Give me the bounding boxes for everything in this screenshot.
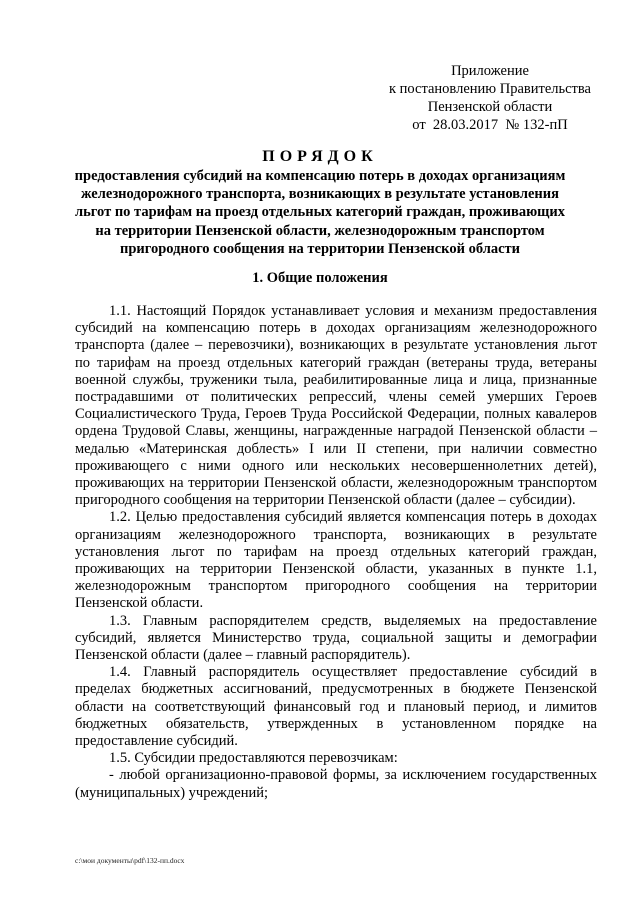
paragraph: 1.5. Субсидии предоставляются перевозчикам:: [109, 750, 398, 767]
paragraph: - любой организационно-правовой формы, за исключением государственных (муниципальных) учреждений;: [75, 767, 597, 801]
paragraph: 1.2. Целью предоставления субсидий является компенсация потерь в доходах организациям железнодорожного транспорта, возникающих в результате установления льгот по тарифам на проезд отдельных категорий граждан, проживающих на территории Пензенской области, указанных в пункте 1.1, железнодорожным транспортом пригородного сообщения на территории Пензенской области.: [75, 509, 597, 612]
document-title: ПОРЯДОК: [262, 148, 378, 165]
appendix-line: Пензенской области: [427, 99, 553, 115]
paragraph: 1.4. Главный распорядитель осуществляет предоставление субсидий в пределах бюджетных ассигнований, предусмотренных в бюджете Пензенской области на соответствующий финансовый год и плановый период, и лимитов бюджетных обязательств, утвержденных в установленном порядке на предоставление субсидий.: [75, 664, 597, 750]
paragraph: 1.1. Настоящий Порядок устанавливает условия и механизм предоставления субсидий на компенсацию потерь в доходах организациям железнодорожного транспорта (далее – перевозчики), возникающих в результате установления льгот по тарифам на проезд отдельных категорий граждан (ветераны труда, ветераны военной службы, труженики тыла, реабилитированные лица и лица, признанные пострадавшими от политических репрессий, члены семей умерших Героев Социалистического Труда, Героев Труда Российской Федерации, полных кавалеров ордена Трудовой Славы, женщины, награжденные наградой Пензенской области – медалью «Материнская доблесть» I или II степени, при наличии совместно проживающего с ними одного или нескольких несовершеннолетних детей), проживающих на территории Пензенской области, железнодорожным транспортом пригородного сообщения на территории Пензенской области (далее – субсидии).: [75, 303, 597, 509]
document-subtitle: предоставления субсидий на компенсацию потерь в доходах организациям железнодорожного транспорта, возникающих в результате установления льгот по тарифам на проезд отдельных категорий граждан, проживающих на территории Пензенской области, железнодорожным транспортом пригородного сообщения на территории Пензенской области: [74, 168, 566, 257]
paragraph: 1.3. Главным распорядителем средств, выделяемых на предоставление субсидий, является Министерство труда, социальной защиты и демографии Пензенской области (далее – главный распорядитель).: [75, 612, 597, 664]
appendix-line: Приложение: [451, 63, 529, 79]
footer-file-path: c:\мои документы\pdf\132-пп.docx: [75, 856, 185, 865]
document-body: [75, 303, 597, 802]
appendix-block: [380, 62, 600, 134]
appendix-line: к постановлению Правительства: [389, 81, 591, 97]
section-heading: 1. Общие положения: [252, 270, 388, 286]
appendix-date-line: от 28.03.2017 № 132-пП: [412, 117, 568, 133]
